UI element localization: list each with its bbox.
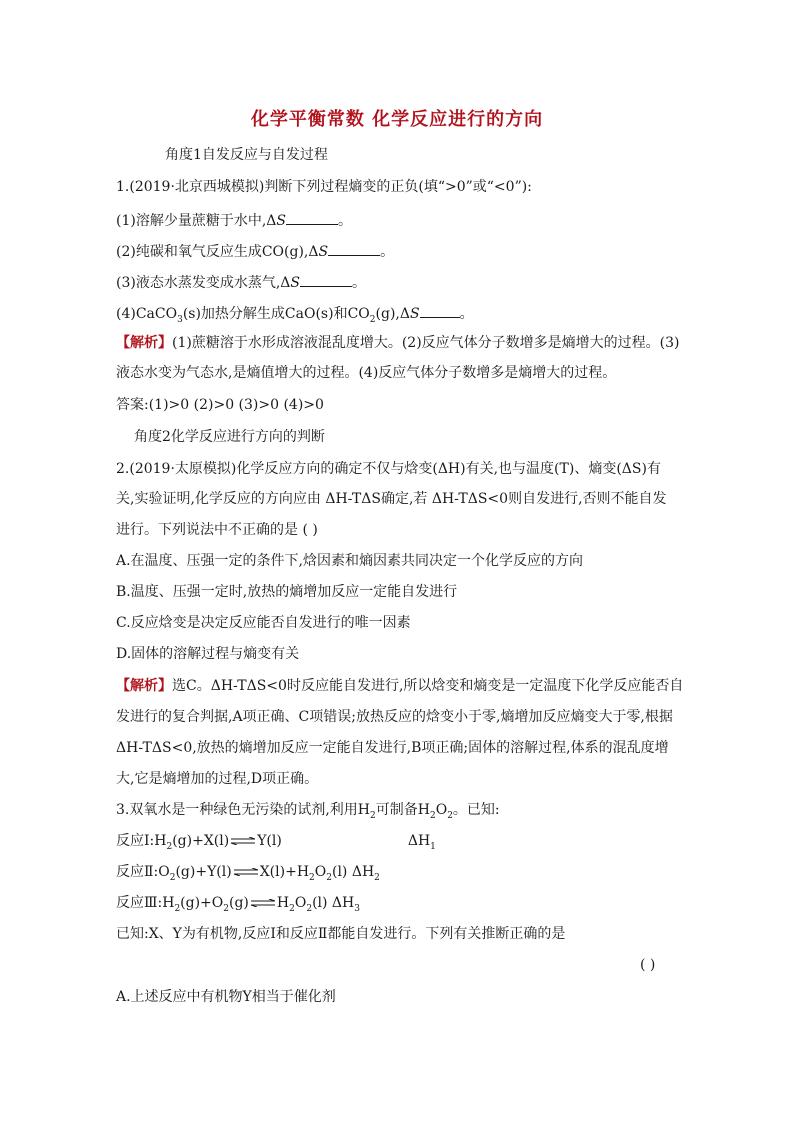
- equilibrium-arrow-icon: [230, 837, 256, 845]
- question-3-stem: 3.双氧水是一种绿色无污染的试剂,利用$H_2$可制备$H_2O_2$。已知:: [116, 802, 500, 821]
- page-title: 化学平衡常数 化学反应进行的方向: [250, 109, 544, 130]
- section-heading-2: 角度2化学反应进行方向的判断: [134, 429, 325, 445]
- equilibrium-arrow-icon: [233, 868, 259, 876]
- question-3-known: 已知:X、Y为有机物,反应Ⅰ和反应Ⅱ都能自发进行。下列有关推断正确的是: [116, 926, 566, 942]
- answer-blank[interactable]: [300, 272, 352, 287]
- question-2-option-d: D.固体的溶解过程与熵变有关: [116, 646, 300, 662]
- question-1-explanation-line-2: 液态水变为气态水,是熵值增大的过程。(4)反应气体分子数增多是熵增大的过程。: [116, 365, 617, 381]
- question-2-line-3: 进行。下列说法中不正确的是 ( ): [116, 522, 318, 538]
- question-2-explanation-line-3: ΔH-TΔS<0,放热的熵增加反应一定能自发进行,B项正确;固体的溶解过程,体系的混乱度增: [116, 740, 669, 756]
- answer-blank[interactable]: [328, 241, 380, 256]
- question-2-line-2: 关,实验证明,化学反应的方向应由 ΔH-TΔS确定,若 ΔH-TΔS<0则自发进行,否则不能自发: [116, 491, 667, 507]
- question-1-item-3: (3)液态水蒸发变成水蒸气,ΔS 。: [116, 272, 366, 292]
- question-1-item-1: (1)溶解少量蔗糖于水中,ΔS 。: [116, 210, 352, 230]
- question-2-option-a: A.在温度、压强一定的条件下,焓因素和熵因素共同决定一个化学反应的方向: [116, 553, 584, 569]
- answer-blank[interactable]: [420, 303, 460, 318]
- question-2-explanation-line-4: 大,它是熵增加的过程,D项正确。: [116, 771, 319, 787]
- question-2-line-1: 2.(2019·太原模拟)化学反应方向的确定不仅与焓变(ΔH)有关,也与温度(T)、熵变(ΔS)有: [116, 461, 661, 477]
- answer-parentheses: ( ): [640, 957, 656, 973]
- question-3-option-a: A.上述反应中有机物Y相当于催化剂: [116, 989, 336, 1005]
- question-1-explanation-line-1: 【解析】(1)蔗糖溶于水形成溶液混乱度增大。(2)反应气体分子数增多是熵增大的过程。(3): [116, 335, 680, 351]
- question-2-option-b: B.温度、压强一定时,放热的熵增加反应一定能自发进行: [116, 584, 458, 600]
- question-2-explanation-line-1: 【解析】选C。ΔH-TΔS<0时反应能自发进行,所以焓变和熵变是一定温度下化学反应能否自: [116, 678, 684, 694]
- question-1-item-2: (2)纯碳和氧气反应生成CO(g),ΔS 。: [116, 241, 394, 261]
- question-1-stem: 1.(2019·北京西城模拟)判断下列过程熵变的正负(填“>0”或“<0”):: [116, 179, 532, 195]
- answer-blank[interactable]: [286, 210, 338, 225]
- explanation-tag: 【解析】: [116, 678, 172, 694]
- reaction-3: 反应$Ⅲ:H_2(g)+O_2(g)$ $H_2O_2(l)$ $\Delta H_3$: [116, 895, 360, 914]
- reaction-2: 反应$Ⅱ:O_2(g)+Y(l)$ $X(l)+H_2O_2(l)$ $\Delta H_2$: [116, 864, 380, 883]
- question-2-explanation-line-2: 发进行的复合判据,A项正确、C项错误;放热反应的焓变小于零,熵增加反应熵变大于零,根据: [116, 709, 673, 725]
- question-1-item-4: (4)CaCO$_3$(s)加热分解生成CaO(s)和$CO_2(g),\Delta S$ 。: [116, 303, 474, 323]
- question-1-answer: 答案:(1)>0 (2)>0 (3)>0 (4)>0: [116, 397, 324, 413]
- section-heading-1: 角度1自发反应与自发过程: [165, 147, 328, 163]
- question-2-option-c: C.反应焓变是决定反应能否自发进行的唯一因素: [116, 615, 411, 631]
- reaction-1: 反应$Ⅰ:H_2(g)+X(l)$ Y(l) $\Delta H_1$: [116, 833, 436, 852]
- equilibrium-arrow-icon: [250, 899, 276, 907]
- explanation-tag: 【解析】: [116, 335, 172, 351]
